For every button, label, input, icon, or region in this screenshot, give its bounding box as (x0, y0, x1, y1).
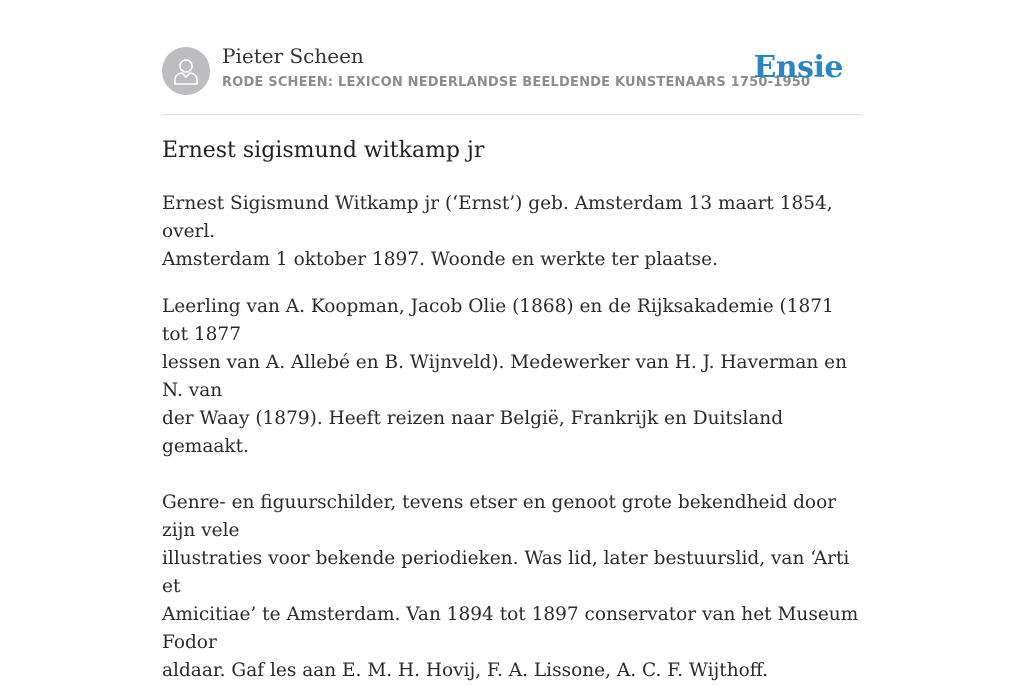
ensie-logo[interactable]: Ensie (753, 50, 843, 85)
paragraph: Ernest Sigismund Witkamp jr (‘Ernst’) geb. Amsterdam 13 maart 1854, overl. Amsterdam 1 oktober 1897. Woonde en werkte ter plaatse. (162, 193, 833, 270)
article-page (162, 0, 862, 681)
paragraph: Leerling van A. Koopman, Jacob Olie (1868) en de Rijksakademie (1871 tot 1877 lessen van A. Allebé en B. Wijnveld). Medewerker van H. J. Haverman en N. van der Waay (1879). Heeft reizen naar België, Frankrijk en Duitsland gemaakt. (162, 296, 848, 457)
header (162, 0, 862, 115)
paragraph: Genre- en figuurschilder, tevens etser en genoot grote bekendheid door zijn vele illustraties voor bekende periodieken. Was lid, later bestuurslid, van ‘Arti et Amicitiae’ te Amsterdam. Van 1894 tot 1897 conservator van het Museum Fodor aldaar. Gaf les aan E. M. H. Hovij, F. A. Lissone, A. C. F. Wijthoff. (162, 492, 859, 681)
page-title: Ernest sigismund witkamp jr (162, 138, 485, 163)
user-icon (173, 57, 199, 85)
entry-body (162, 190, 862, 685)
source-label[interactable]: RODE SCHEEN: LEXICON NEDERLANDSE BEELDENDE KUNSTENAARS 1750-1950 (222, 75, 811, 90)
avatar[interactable] (162, 47, 210, 95)
author-name[interactable]: Pieter Scheen (222, 44, 364, 68)
